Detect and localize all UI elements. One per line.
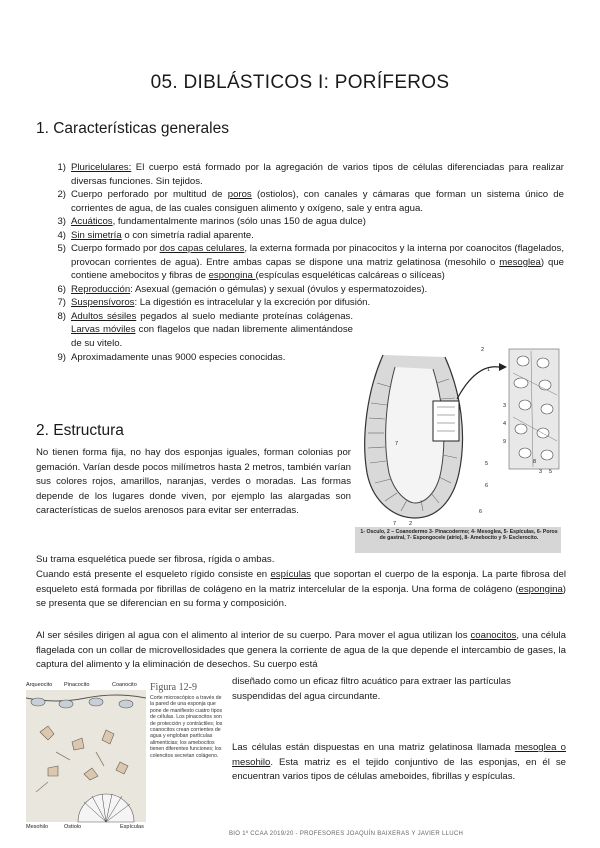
diagram-label: 7 (395, 441, 399, 447)
section-heading-structure: 2. Estructura (36, 422, 124, 439)
list-item: 4) Sin simetría o con simetría radial aparente. (57, 229, 254, 241)
sponge-wall-illustration (26, 682, 146, 832)
diagram-label: 7 (393, 521, 397, 527)
list-item: 7) Suspensívoros: La digestión es intracelular y la excreción por difusión. (57, 297, 371, 308)
sponge-wall-caption: Corte microscópico a través de la pared de una esponja que pone de manifiesto cuatro tipos de células. Los pinacocitos son de protección y contráctiles; los coanocitos crean corrientes de agua y engloban partículas alimenticias; los amebocitos tienen diferentes funciones; los colencitos secretan colágeno. (150, 695, 223, 759)
figure-number: Figura 12-9 (150, 682, 197, 693)
label-ostiolo: Ostiolo (64, 824, 82, 830)
list-item: 2) Cuerpo perforado por multitud de poros (ostiolos), con canales y cámaras que forman un sistema único de corrientes de agua, de las cuales consiguen alimento y oxígeno, sale y entra agua. (57, 189, 564, 214)
sponge-diagram-illustration (353, 343, 566, 555)
structure-paragraph-2b: Cuando está presente el esqueleto rígido consiste en espículas que soportan el cuerpo de la esponja. La parte fibrosa del esqueleto está formada por fibrillas de colágeno en la matriz intercelular de la esponja. Una forma de colágeno (espongina) se presenta que se diferencian en su forma y composición. (36, 569, 566, 609)
label-arqueocito: Arqueocito (26, 682, 53, 688)
label-espiculas: Espículas (120, 824, 144, 830)
diagram-label: 5 (485, 461, 489, 467)
list-item: 3) Acuáticos, fundamentalmente marinos (sólo unas 150 de agua dulce) (57, 216, 366, 227)
diagram-label: 2 (481, 347, 485, 353)
diagram-label: 6 (479, 509, 483, 515)
page-footer: BIO 1º CCAA 2019/20 - PROFESORES JOAQUÍN BAIXERAS Y JAVIER LLUCH (229, 831, 464, 837)
structure-paragraph-3-continued: diseñado como un eficaz filtro acuático para extraer las partículas suspendidas del agua circundante. (232, 676, 511, 702)
diagram-label: 3 (503, 403, 507, 409)
structure-paragraph-2a: Su trama esquelética puede ser fibrosa, rígida o ambas. (36, 554, 275, 565)
diagram-label: 8 (533, 459, 537, 465)
list-item: 6) Reproducción: Asexual (gemación o gémulas) y sexual (óvulos y espermatozoides). (57, 283, 428, 295)
characteristics-list (46, 161, 564, 365)
structure-paragraph-3: Al ser sésiles dirigen al agua con el alimento al interior de su cuerpo. Para mover el agua utilizan los coanocitos, una célula flagelada con un collar de microvellosidades que genera la corriente de agua de la que depende el intercambio de gases, la captura del alimento y la eliminación de desechos. Su cuerpo está (36, 630, 567, 670)
diagram-label: 3 (539, 469, 543, 475)
sponge-wall-figure (26, 682, 228, 832)
diagram-label: 2 (409, 521, 413, 527)
sponge-diagram-figure (353, 343, 566, 555)
label-pinacocito: Pinacocito (64, 682, 90, 688)
diagram-label: 1 (487, 367, 491, 373)
structure-paragraph-1: No tienen forma fija, no hay dos esponjas iguales, forman colonias por gemación. Varían desde pocos milímetros hasta 2 metros, también varían sus colores rojos, amarillos, naranjas, verdes o moradas. Las formas depende de los lugares donde viven, por ejemplo las alargadas son características de suelos arenosos para evitar ser enterradas. (36, 447, 351, 516)
list-item: 8) Adultos sésiles pegados al suelo mediante proteínas colágenas. Larvas móviles con flagelos que nadan libremente alimentándose de su vitelo. (57, 310, 353, 349)
diagram-label: 5 (549, 469, 553, 475)
section-heading-characteristics: 1. Características generales (36, 120, 229, 137)
diagram-label: 4 (503, 421, 507, 427)
diagram-label: 9 (503, 439, 507, 445)
structure-paragraph-4: Las células están dispuestas en una matriz gelatinosa llamada mesoglea o mesohilo. Esta matriz es el tejido conjuntivo de las esponjas, en él se encuentran varios tipos de células ameboides, fibrillas y espículas. (232, 742, 566, 782)
list-item: 1) Pluricelulares: El cuerpo está formado por la agregación de varios tipos de células diferenciadas para realizar diversas funciones. Sin tejidos. (57, 162, 564, 187)
sponge-diagram-caption: 1- Osculo, 2 – Coanodermo 3- Pinacodermo; 4- Mesoglea, 5- Espículas, 6- Poros de gastral, 7- Espongocele (atrio), 8- Amebocito y 9- Esclerocito. (360, 529, 558, 542)
page-title: 05. DIBLÁSTICOS I: PORÍFEROS (150, 72, 450, 93)
list-item: 5) Cuerpo formado por dos capas celulares, la externa formada por pinacocitos y la interna por coanocitos (flagelados, provocan corrientes de agua). Entre ambas capas se dispone una matriz gelatinosa (mesohilo o mesoglea) que contiene amebocitos y fibras de espongina (espículas esqueléticas calcáreas o silíceas) (57, 243, 565, 281)
list-item: 9) Aproximadamente unas 9000 especies conocidas. (57, 352, 286, 363)
label-mesohilo: Mesohilo (26, 824, 49, 830)
label-coanocito: Coanocito (112, 682, 137, 688)
diagram-label: 6 (485, 483, 489, 489)
